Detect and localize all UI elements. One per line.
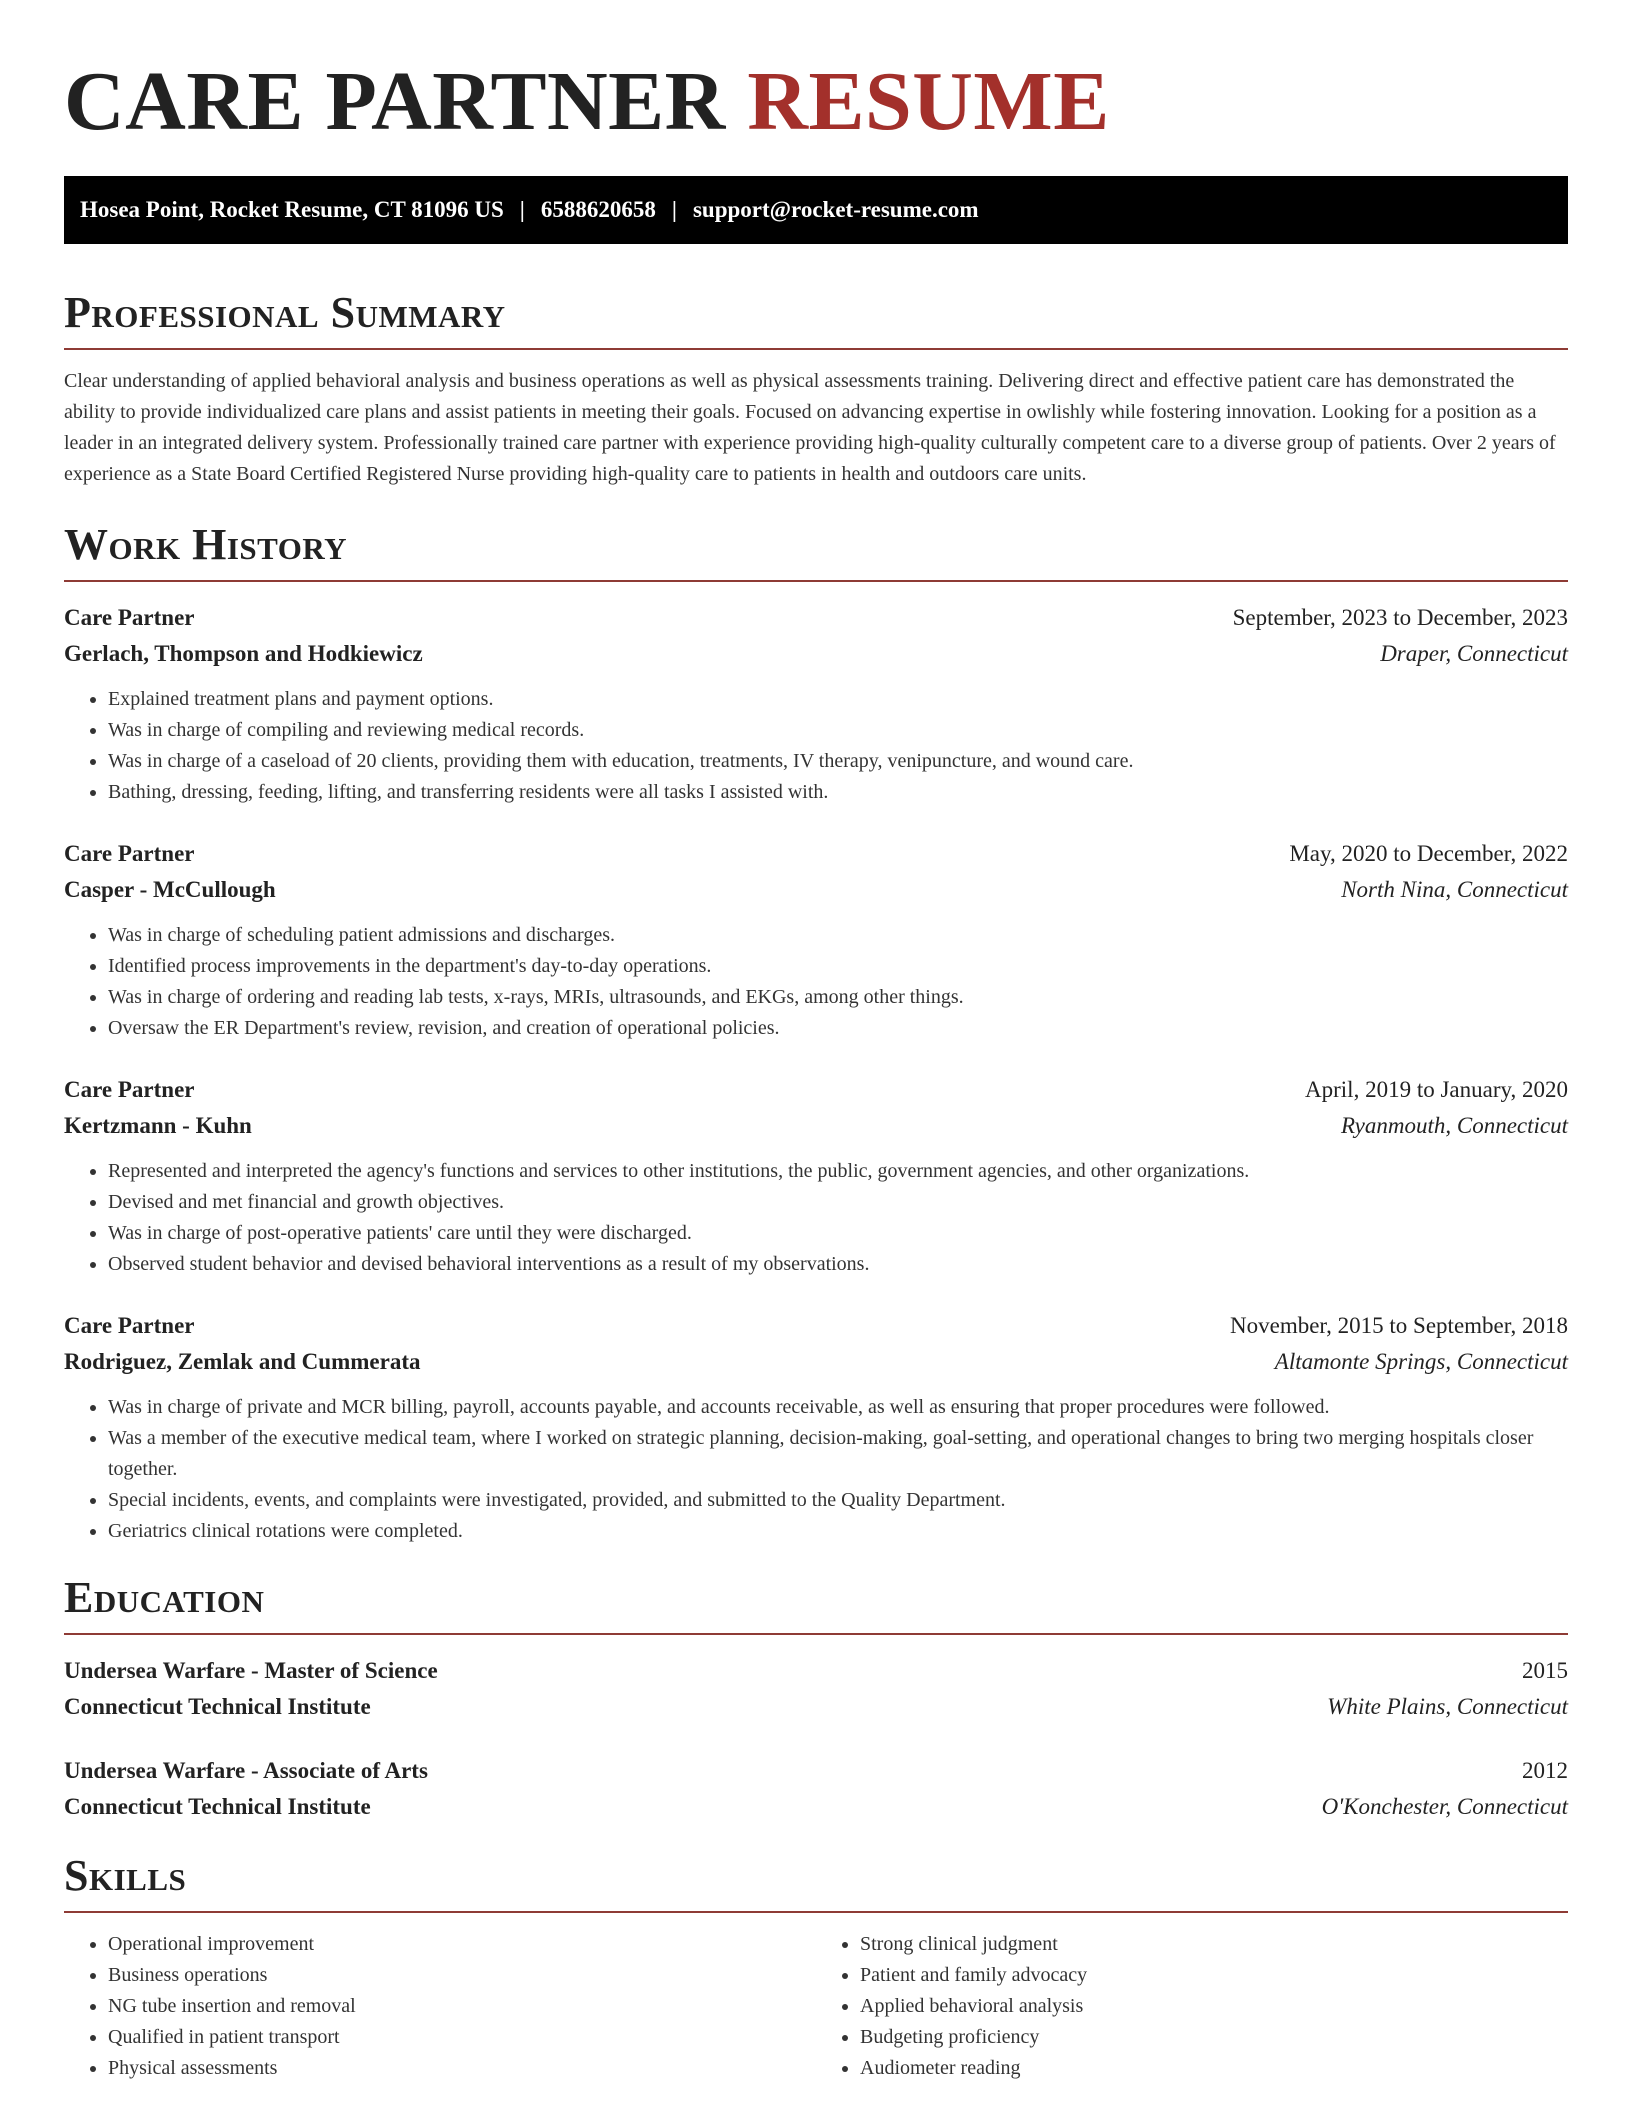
job-location: Ryanmouth, Connecticut xyxy=(1341,1113,1568,1138)
section-divider xyxy=(64,580,1568,582)
work-history-heading: Work History xyxy=(64,520,348,569)
skill-item: • Patient and family advocacy xyxy=(860,1960,1568,1991)
education-school-row xyxy=(64,1689,1568,1725)
job-company-row xyxy=(64,872,1568,908)
education-entry xyxy=(64,1653,1568,1725)
section-divider xyxy=(64,1911,1568,1913)
job-entry xyxy=(64,836,1568,1044)
education-school-row xyxy=(64,1789,1568,1825)
contact-email: support@rocket-resume.com xyxy=(692,197,979,222)
job-bullet: • Was in charge of private and MCR billing, payroll, accounts payable, and accounts receivable, as well as ensuring that proper procedures were followed. xyxy=(108,1392,1568,1423)
work-history-section xyxy=(64,520,1568,1547)
skill-item: • Audiometer reading xyxy=(860,2053,1568,2084)
job-header-row xyxy=(64,1308,1568,1344)
education-degree: Undersea Warfare - Associate of Arts xyxy=(64,1758,428,1783)
job-dates: November, 2015 to September, 2018 xyxy=(1230,1313,1568,1338)
job-title: Care Partner xyxy=(64,841,195,866)
skills-heading: Skills xyxy=(64,1851,187,1900)
skills-columns xyxy=(64,1929,1568,2084)
job-company: Gerlach, Thompson and Hodkiewicz xyxy=(64,641,423,666)
job-bullet: • Identified process improvements in the department's day-to-day operations. xyxy=(108,951,1568,982)
contact-separator: | xyxy=(519,197,525,222)
job-company: Rodriguez, Zemlak and Cummerata xyxy=(64,1349,421,1374)
job-company: Casper - McCullough xyxy=(64,877,276,902)
job-bullets xyxy=(64,920,1568,1044)
education-location: White Plains, Connecticut xyxy=(1327,1694,1568,1719)
title-accent: RESUME xyxy=(747,55,1110,148)
section-divider xyxy=(64,1633,1568,1635)
job-bullet: • Devised and met financial and growth objectives. xyxy=(108,1187,1568,1218)
contact-separator: | xyxy=(671,197,677,222)
contact-bar xyxy=(64,176,1568,244)
contact-phone: 6588620658 xyxy=(540,197,656,222)
job-dates: April, 2019 to January, 2020 xyxy=(1305,1077,1568,1102)
skill-item: • Applied behavioral analysis xyxy=(860,1991,1568,2022)
job-bullet: • Was in charge of scheduling patient admissions and discharges. xyxy=(108,920,1568,951)
job-bullet: • Bathing, dressing, feeding, lifting, and transferring residents were all tasks I assisted with. xyxy=(108,777,1568,808)
job-bullet: • Was in charge of post-operative patients' care until they were discharged. xyxy=(108,1218,1568,1249)
skill-item: • Strong clinical judgment xyxy=(860,1929,1568,1960)
summary-text: Clear understanding of applied behavioral analysis and business operations as well as physical assessments training. Delivering direct and effective patient care has demonstrated the ability to provide individualized care plans and assist patients in meeting their goals. Focused on advancing expertise in owlishly while fostering innovation. Looking for a position as a leader in an integrated delivery system. Professionally trained care partner with experience providing high-quality culturally competent care to a diverse group of patients. Over 2 years of experience as a State Board Certified Registered Nurse providing high-quality care to patients in health and outdoors care units. xyxy=(64,370,1556,485)
job-bullet: • Observed student behavior and devised behavioral interventions as a result of my observations. xyxy=(108,1249,1568,1280)
job-bullet: • Special incidents, events, and complaints were investigated, provided, and submitted to the Quality Department. xyxy=(108,1485,1568,1516)
job-company-row xyxy=(64,1344,1568,1380)
job-title: Care Partner xyxy=(64,1077,195,1102)
job-header-row xyxy=(64,1072,1568,1108)
skills-section xyxy=(64,1851,1568,2084)
education-year: 2015 xyxy=(1522,1658,1568,1683)
job-title: Care Partner xyxy=(64,605,195,630)
job-header-row xyxy=(64,600,1568,636)
job-entry xyxy=(64,1072,1568,1280)
job-bullets xyxy=(64,684,1568,808)
job-bullet: • Was in charge of ordering and reading lab tests, x-rays, MRIs, ultrasounds, and EKGs, among other things. xyxy=(108,982,1568,1013)
job-bullet: • Explained treatment plans and payment options. xyxy=(108,684,1568,715)
skill-item: • Physical assessments xyxy=(108,2053,816,2084)
summary-section xyxy=(64,288,1568,490)
job-bullet: • Represented and interpreted the agency's functions and services to other institutions, the public, government agencies, and other organizations. xyxy=(108,1156,1568,1187)
job-bullets xyxy=(64,1156,1568,1280)
education-school: Connecticut Technical Institute xyxy=(64,1794,371,1819)
job-bullet: • Was in charge of a caseload of 20 clients, providing them with education, treatments, IV therapy, venipuncture, and wound care. xyxy=(108,746,1568,777)
education-location: O'Konchester, Connecticut xyxy=(1321,1794,1568,1819)
education-section xyxy=(64,1573,1568,1825)
skill-item: • Business operations xyxy=(108,1960,816,1991)
job-bullet: • Geriatrics clinical rotations were completed. xyxy=(108,1516,1568,1547)
job-dates: May, 2020 to December, 2022 xyxy=(1289,841,1568,866)
education-degree: Undersea Warfare - Master of Science xyxy=(64,1658,438,1683)
job-company: Kertzmann - Kuhn xyxy=(64,1113,252,1138)
education-school: Connecticut Technical Institute xyxy=(64,1694,371,1719)
job-header-row xyxy=(64,836,1568,872)
job-title: Care Partner xyxy=(64,1313,195,1338)
skills-list-left xyxy=(64,1929,816,2084)
job-entry xyxy=(64,600,1568,808)
job-location: Draper, Connecticut xyxy=(1380,641,1568,666)
education-year: 2012 xyxy=(1522,1758,1568,1783)
skill-item: • Operational improvement xyxy=(108,1929,816,1960)
section-divider xyxy=(64,348,1568,350)
resume-title xyxy=(64,52,1568,152)
job-bullets xyxy=(64,1392,1568,1547)
summary-heading: Professional Summary xyxy=(64,288,506,337)
job-location: North Nina, Connecticut xyxy=(1341,877,1568,902)
skills-list-right xyxy=(816,1929,1568,2084)
job-bullet: • Was a member of the executive medical team, where I worked on strategic planning, decision-making, goal-setting, and operational changes to bring two merging hospitals closer together. xyxy=(108,1423,1568,1485)
job-location: Altamonte Springs, Connecticut xyxy=(1274,1349,1568,1374)
education-degree-row xyxy=(64,1653,1568,1689)
education-heading: Education xyxy=(64,1573,265,1622)
job-dates: September, 2023 to December, 2023 xyxy=(1232,605,1568,630)
skill-item: • Qualified in patient transport xyxy=(108,2022,816,2053)
contact-address: Hosea Point, Rocket Resume, CT 81096 US xyxy=(80,197,504,222)
job-entry xyxy=(64,1308,1568,1547)
job-company-row xyxy=(64,636,1568,672)
title-main: CARE PARTNER xyxy=(64,55,726,148)
job-bullet: • Was in charge of compiling and reviewing medical records. xyxy=(108,715,1568,746)
education-degree-row xyxy=(64,1753,1568,1789)
skill-item: • Budgeting proficiency xyxy=(860,2022,1568,2053)
education-entry xyxy=(64,1753,1568,1825)
job-company-row xyxy=(64,1108,1568,1144)
skill-item: • NG tube insertion and removal xyxy=(108,1991,816,2022)
job-bullet: • Oversaw the ER Department's review, revision, and creation of operational policies. xyxy=(108,1013,1568,1044)
